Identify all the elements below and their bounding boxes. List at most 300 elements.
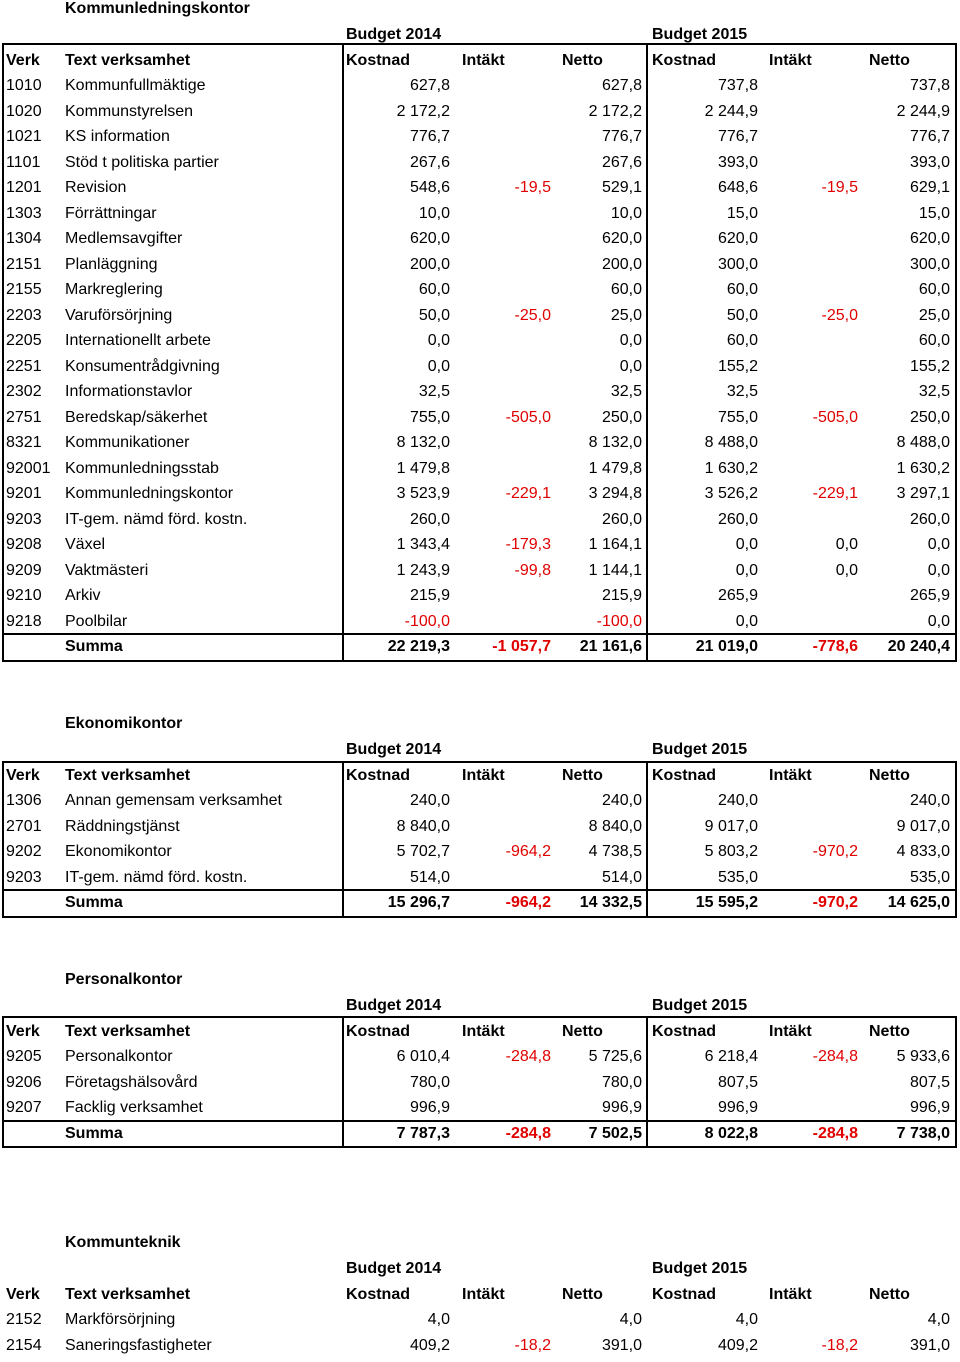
netto-2015-value: 155,2 [909, 357, 950, 375]
section-title: Personalkontor [65, 971, 183, 988]
intakt-2015-value: -970,2 [812, 843, 858, 860]
verk-code: 9207 [6, 1099, 42, 1116]
table-row [0, 532, 960, 558]
verk-code: 1306 [6, 792, 42, 809]
intakt-2014-value [455, 609, 551, 635]
kostnad-2014-header: Kostnad [346, 766, 410, 784]
netto-2014-value: 1 144,1 [588, 561, 642, 579]
table-row [0, 379, 960, 405]
verk-code: 2302 [6, 383, 42, 400]
section-title: Ekonomikontor [65, 715, 183, 732]
summa-netto-2014: 21 161,6 [579, 638, 642, 655]
netto-2015-value: 0,0 [927, 612, 950, 630]
kostnad-2014-value: 548,6 [409, 179, 450, 196]
netto-2015-value: 620,0 [909, 230, 950, 247]
kostnad-2014-value: 409,2 [409, 1336, 450, 1354]
verk-header: Verk [6, 766, 40, 784]
intakt-2014-value [455, 201, 551, 227]
kostnad-2014-value: 3 523,9 [396, 485, 450, 502]
kostnad-2015-value: 0,0 [735, 536, 758, 553]
netto-2014-value: 3 294,8 [588, 485, 642, 502]
kostnad-2015-value: 300,0 [717, 255, 758, 273]
kostnad-2015-value: 32,5 [726, 383, 758, 400]
netto-2014-header: Netto [562, 51, 603, 69]
intakt-2014-value [455, 73, 551, 99]
netto-2015-value: 60,0 [918, 332, 950, 349]
budget-2015-label: Budget 2015 [652, 741, 748, 758]
netto-2015-value: 240,0 [909, 792, 950, 809]
netto-2014-value: 1 164,1 [588, 536, 642, 553]
intakt-2015-value [760, 583, 858, 609]
netto-2014-value: 4,0 [619, 1311, 642, 1328]
table-row [0, 456, 960, 482]
table-row [0, 583, 960, 609]
verk-header: Verk [6, 1022, 40, 1040]
intakt-2014-value [455, 430, 551, 456]
summa-kostnad-2015: 15 595,2 [695, 894, 758, 911]
summa-kostnad-2014: 7 787,3 [396, 1124, 450, 1142]
verk-code: 9205 [6, 1048, 42, 1065]
kostnad-2014-value: 267,6 [409, 153, 450, 171]
intakt-2014-value: -964,2 [505, 843, 551, 860]
table-row [0, 558, 960, 584]
netto-2014-header: Netto [562, 1285, 603, 1303]
verk-code: 1201 [6, 179, 42, 196]
intakt-2014-value: -229,1 [505, 485, 551, 502]
intakt-2014-header: Intäkt [462, 1285, 505, 1303]
intakt-2014-value: -505,0 [505, 408, 551, 426]
verk-header: Verk [6, 1285, 40, 1303]
kostnad-2014-value: 4,0 [427, 1311, 450, 1328]
intakt-2015-value: -505,0 [812, 408, 858, 426]
netto-2015-header: Netto [869, 1285, 910, 1303]
header-row-columns [0, 763, 960, 789]
verksamhet-name: Kommunstyrelsen [65, 102, 194, 120]
verk-code: 2751 [6, 408, 42, 426]
table-row [0, 328, 960, 354]
kostnad-2014-value: 6 010,4 [396, 1048, 450, 1065]
intakt-2015-value: -284,8 [812, 1048, 858, 1065]
summa-netto-2015: 7 738,0 [896, 1124, 950, 1142]
summa-netto-2015: 14 625,0 [887, 894, 950, 911]
summa-intakt-2015: -284,8 [812, 1124, 858, 1142]
intakt-2015-value [760, 73, 858, 99]
intakt-2014-value [455, 456, 551, 482]
kostnad-2015-value: 776,7 [717, 128, 758, 145]
intakt-2014-value [455, 252, 551, 278]
table-bottom-border [2, 916, 957, 918]
intakt-2014-value [455, 124, 551, 150]
intakt-2015-value [760, 328, 858, 354]
kostnad-2015-value: 0,0 [735, 612, 758, 630]
intakt-2015-value: -229,1 [812, 485, 858, 502]
verksamhet-name: Internationellt arbete [65, 332, 211, 349]
intakt-2014-header: Intäkt [462, 1022, 505, 1040]
netto-2014-value: 260,0 [601, 510, 642, 528]
table-row [0, 481, 960, 507]
intakt-2015-header: Intäkt [769, 51, 812, 69]
verk-code: 2154 [6, 1336, 42, 1354]
kostnad-2015-value: 755,0 [717, 408, 758, 426]
intakt-2014-value: -25,0 [514, 306, 551, 324]
netto-2015-value: 60,0 [918, 281, 950, 298]
verk-code: 9201 [6, 485, 42, 502]
verk-code: 1020 [6, 102, 42, 120]
kostnad-2015-header: Kostnad [652, 766, 716, 784]
netto-2014-header: Netto [562, 1022, 603, 1040]
kostnad-2015-value: 648,6 [717, 179, 758, 196]
intakt-2015-value [760, 226, 858, 252]
summa-intakt-2014: -964,2 [505, 894, 551, 911]
verksamhet-name: Arkiv [65, 587, 101, 604]
kostnad-2015-header: Kostnad [652, 1022, 716, 1040]
summa-row [0, 1121, 960, 1147]
summa-row [0, 634, 960, 660]
intakt-2015-value [760, 201, 858, 227]
netto-2015-value: 996,9 [909, 1099, 950, 1116]
text-header: Text verksamhet [65, 766, 191, 784]
intakt-2015-value [760, 865, 858, 891]
verksamhet-name: Stöd t politiska partier [65, 153, 219, 171]
kostnad-2015-value: 4,0 [735, 1311, 758, 1328]
netto-2014-value: 996,9 [601, 1099, 642, 1116]
verksamhet-name: Markförsörjning [65, 1311, 176, 1328]
kostnad-2015-value: 240,0 [717, 792, 758, 809]
header-row-budget [0, 737, 960, 763]
summa-kostnad-2015: 8 022,8 [704, 1124, 758, 1142]
table-vertical-border [2, 45, 4, 662]
verksamhet-name: Räddningstjänst [65, 817, 180, 835]
table-row [0, 150, 960, 176]
summa-kostnad-2014: 15 296,7 [387, 894, 450, 911]
netto-2015-value: 2 244,9 [896, 102, 950, 120]
kostnad-2015-value: 8 488,0 [704, 434, 758, 451]
intakt-2014-value [455, 1307, 551, 1333]
netto-2015-header: Netto [869, 766, 910, 784]
table-top-border [2, 1016, 957, 1018]
intakt-2014-value [455, 583, 551, 609]
table-vertical-border [646, 45, 648, 662]
intakt-2014-header: Intäkt [462, 51, 505, 69]
intakt-2015-value: -19,5 [821, 179, 858, 196]
netto-2015-value: 15,0 [918, 204, 950, 222]
kostnad-2015-value: 620,0 [717, 230, 758, 247]
netto-2015-value: 250,0 [909, 408, 950, 426]
intakt-2015-value: 0,0 [835, 561, 858, 579]
header-row-columns [0, 1019, 960, 1045]
kostnad-2015-value: 409,2 [717, 1336, 758, 1354]
intakt-2015-value: -18,2 [821, 1336, 858, 1354]
kostnad-2014-value: 32,5 [418, 383, 450, 400]
netto-2014-value: 529,1 [601, 179, 642, 196]
table-row [0, 507, 960, 533]
section-title: Kommunteknik [65, 1234, 181, 1251]
verk-code: 9209 [6, 561, 42, 579]
netto-2014-value: 391,0 [601, 1336, 642, 1354]
verk-code: 9210 [6, 587, 42, 604]
netto-2014-value: -100,0 [596, 612, 642, 630]
netto-2014-value: 776,7 [601, 128, 642, 145]
intakt-2015-value [760, 788, 858, 814]
netto-2014-value: 620,0 [601, 230, 642, 247]
verksamhet-name: Varuförsörjning [65, 306, 173, 324]
verk-code: 2251 [6, 357, 42, 375]
kostnad-2015-value: 393,0 [717, 153, 758, 171]
header-row-columns [0, 1282, 960, 1308]
table-row [0, 277, 960, 303]
table-row [0, 1070, 960, 1096]
intakt-2014-value [455, 354, 551, 380]
intakt-2014-value [455, 99, 551, 125]
summa-netto-2014: 7 502,5 [588, 1124, 642, 1142]
kostnad-2015-value: 2 244,9 [704, 102, 758, 120]
kostnad-2015-value: 807,5 [717, 1073, 758, 1091]
netto-2015-value: 3 297,1 [896, 485, 950, 502]
summa-netto-2015: 20 240,4 [887, 638, 950, 655]
netto-2015-value: 776,7 [909, 128, 950, 145]
intakt-2015-value [760, 1070, 858, 1096]
table-row [0, 609, 960, 635]
intakt-2015-value [760, 1307, 858, 1333]
budget-2015-label: Budget 2015 [652, 26, 748, 43]
intakt-2015-value [760, 609, 858, 635]
kostnad-2015-value: 6 218,4 [704, 1048, 758, 1065]
table-row [0, 839, 960, 865]
kostnad-2014-value: 627,8 [409, 77, 450, 94]
table-row [0, 201, 960, 227]
kostnad-2014-value: 755,0 [409, 408, 450, 426]
intakt-2014-value [455, 379, 551, 405]
verk-code: 2203 [6, 306, 42, 324]
verksamhet-name: Vaktmästeri [65, 561, 149, 579]
verk-code: 1010 [6, 77, 42, 94]
netto-2014-value: 780,0 [601, 1073, 642, 1091]
kostnad-2014-value: 5 702,7 [396, 843, 450, 860]
verk-header: Verk [6, 51, 40, 69]
netto-2015-value: 807,5 [909, 1073, 950, 1091]
table-row [0, 226, 960, 252]
verksamhet-name: IT-gem. nämd förd. kostn. [65, 868, 248, 886]
netto-2014-value: 10,0 [610, 204, 642, 222]
netto-2014-value: 240,0 [601, 792, 642, 809]
table-vertical-border [2, 762, 4, 917]
kostnad-2015-value: 155,2 [717, 357, 758, 375]
table-vertical-border [955, 762, 957, 917]
netto-2014-value: 4 738,5 [588, 843, 642, 860]
intakt-2014-value: -18,2 [514, 1336, 551, 1354]
verksamhet-name: Kommunledningsstab [65, 459, 219, 477]
table-row [0, 73, 960, 99]
kostnad-2014-value: 1 243,9 [396, 561, 450, 579]
kostnad-2014-value: 1 343,4 [396, 536, 450, 553]
verksamhet-name: Annan gemensam verksamhet [65, 792, 282, 809]
netto-2014-value: 250,0 [601, 408, 642, 426]
kostnad-2014-value: 8 132,0 [396, 434, 450, 451]
table-row [0, 865, 960, 891]
summa-intakt-2014: -284,8 [505, 1124, 551, 1142]
verk-code: 9206 [6, 1073, 42, 1091]
verk-code: 1304 [6, 230, 42, 247]
header-row-columns [0, 48, 960, 74]
text-header: Text verksamhet [65, 51, 191, 69]
kostnad-2014-value: 240,0 [409, 792, 450, 809]
table-row [0, 175, 960, 201]
table-row [0, 252, 960, 278]
text-header: Text verksamhet [65, 1285, 191, 1303]
kostnad-2015-value: 60,0 [726, 281, 758, 298]
summa-label: Summa [65, 1124, 123, 1142]
netto-2015-value: 300,0 [909, 255, 950, 273]
netto-2015-value: 25,0 [918, 306, 950, 324]
table-row [0, 430, 960, 456]
verksamhet-name: Markreglering [65, 281, 163, 298]
table-vertical-border [955, 45, 957, 662]
table-vertical-border [646, 762, 648, 917]
intakt-2015-value [760, 507, 858, 533]
netto-2015-value: 1 630,2 [896, 459, 950, 477]
netto-2015-header: Netto [869, 1022, 910, 1040]
table-row [0, 1095, 960, 1121]
netto-2014-value: 8 840,0 [588, 817, 642, 835]
table-vertical-border [342, 1017, 344, 1147]
verk-code: 9203 [6, 868, 42, 886]
intakt-2015-value: -25,0 [821, 306, 858, 324]
summa-kostnad-2014: 22 219,3 [387, 638, 450, 655]
kostnad-2015-value: 0,0 [735, 561, 758, 579]
budget-2014-label: Budget 2014 [346, 741, 442, 758]
verk-code: 9208 [6, 536, 42, 553]
intakt-2015-value [760, 124, 858, 150]
verksamhet-name: Växel [65, 536, 106, 553]
table-row [0, 1307, 960, 1333]
intakt-2014-value: -19,5 [514, 179, 551, 196]
intakt-2014-value [455, 328, 551, 354]
table-row [0, 99, 960, 125]
netto-2014-value: 8 132,0 [588, 434, 642, 451]
kostnad-2015-value: 3 526,2 [704, 485, 758, 502]
table-bottom-border [2, 660, 957, 662]
kostnad-2014-value: 780,0 [409, 1073, 450, 1091]
netto-2014-value: 0,0 [619, 332, 642, 349]
netto-2015-value: 391,0 [909, 1336, 950, 1354]
intakt-2015-value [760, 430, 858, 456]
kostnad-2014-value: 200,0 [409, 255, 450, 273]
intakt-2014-value [455, 507, 551, 533]
verk-code: 2155 [6, 281, 42, 298]
netto-2015-value: 5 933,6 [896, 1048, 950, 1065]
intakt-2014-value [455, 150, 551, 176]
kostnad-2015-value: 996,9 [717, 1099, 758, 1116]
intakt-2015-value [760, 150, 858, 176]
budget-2014-label: Budget 2014 [346, 1260, 442, 1277]
section-title: Kommunledningskontor [65, 0, 250, 17]
summa-intakt-2014: -1 057,7 [492, 638, 551, 655]
table-vertical-border [955, 1017, 957, 1147]
verksamhet-name: Poolbilar [65, 612, 128, 630]
summa-label: Summa [65, 638, 123, 655]
verksamhet-name: Medlemsavgifter [65, 230, 183, 247]
kostnad-2014-value: 60,0 [418, 281, 450, 298]
table-vertical-border [342, 45, 344, 662]
table-vertical-border [2, 1017, 4, 1147]
netto-2015-value: 265,9 [909, 587, 950, 604]
kostnad-2014-value: 2 172,2 [396, 102, 450, 120]
kostnad-2014-value: 620,0 [409, 230, 450, 247]
verksamhet-name: Ekonomikontor [65, 843, 172, 860]
kostnad-2014-value: 0,0 [427, 332, 450, 349]
intakt-2015-value [760, 252, 858, 278]
table-row [0, 405, 960, 431]
verk-code: 2151 [6, 255, 42, 273]
kostnad-2014-value: 10,0 [418, 204, 450, 222]
table-row [0, 354, 960, 380]
netto-2015-value: 260,0 [909, 510, 950, 528]
verk-code: 9202 [6, 843, 42, 860]
kostnad-2015-header: Kostnad [652, 51, 716, 69]
netto-2014-value: 215,9 [601, 587, 642, 604]
intakt-2014-value [455, 814, 551, 840]
kostnad-2014-header: Kostnad [346, 1022, 410, 1040]
intakt-2015-value [760, 277, 858, 303]
intakt-2014-value: -99,8 [514, 561, 551, 579]
header-row-budget [0, 1256, 960, 1282]
kostnad-2015-value: 9 017,0 [704, 817, 758, 835]
budget-2014-label: Budget 2014 [346, 26, 442, 43]
kostnad-2015-value: 15,0 [726, 204, 758, 222]
verksamhet-name: Konsumentrådgivning [65, 357, 220, 375]
verksamhet-name: Kommunfullmäktige [65, 77, 206, 94]
kostnad-2015-value: 5 803,2 [704, 843, 758, 860]
table-bottom-border [2, 1146, 957, 1148]
intakt-2015-header: Intäkt [769, 1285, 812, 1303]
verksamhet-name: Företagshälsovård [65, 1073, 198, 1091]
netto-2015-value: 535,0 [909, 868, 950, 886]
kostnad-2014-value: 215,9 [409, 587, 450, 604]
verk-code: 8321 [6, 434, 42, 451]
summa-netto-2014: 14 332,5 [579, 894, 642, 911]
table-vertical-border [342, 762, 344, 917]
netto-2015-value: 32,5 [918, 383, 950, 400]
netto-2015-value: 4 833,0 [896, 843, 950, 860]
kostnad-2014-header: Kostnad [346, 51, 410, 69]
netto-2014-header: Netto [562, 766, 603, 784]
netto-2014-value: 25,0 [610, 306, 642, 324]
intakt-2015-header: Intäkt [769, 1022, 812, 1040]
verksamhet-name: Planläggning [65, 255, 158, 273]
verksamhet-name: Revision [65, 179, 127, 196]
verksamhet-name: IT-gem. nämd förd. kostn. [65, 510, 248, 528]
netto-2015-value: 737,8 [909, 77, 950, 94]
netto-2014-value: 0,0 [619, 357, 642, 375]
netto-2015-header: Netto [869, 51, 910, 69]
kostnad-2014-value: 8 840,0 [396, 817, 450, 835]
netto-2014-value: 200,0 [601, 255, 642, 273]
netto-2014-value: 627,8 [601, 77, 642, 94]
verksamhet-name: Facklig verksamhet [65, 1099, 203, 1116]
table-row [0, 814, 960, 840]
netto-2015-value: 4,0 [927, 1311, 950, 1328]
table-top-border [2, 761, 957, 763]
kostnad-2015-value: 1 630,2 [704, 459, 758, 477]
budget-2015-label: Budget 2015 [652, 1260, 748, 1277]
intakt-2014-value [455, 1070, 551, 1096]
table-row [0, 788, 960, 814]
verk-code: 2205 [6, 332, 42, 349]
budget-2014-label: Budget 2014 [346, 997, 442, 1014]
summa-intakt-2015: -970,2 [812, 894, 858, 911]
table-row [0, 1044, 960, 1070]
kostnad-2014-value: 1 479,8 [396, 459, 450, 477]
